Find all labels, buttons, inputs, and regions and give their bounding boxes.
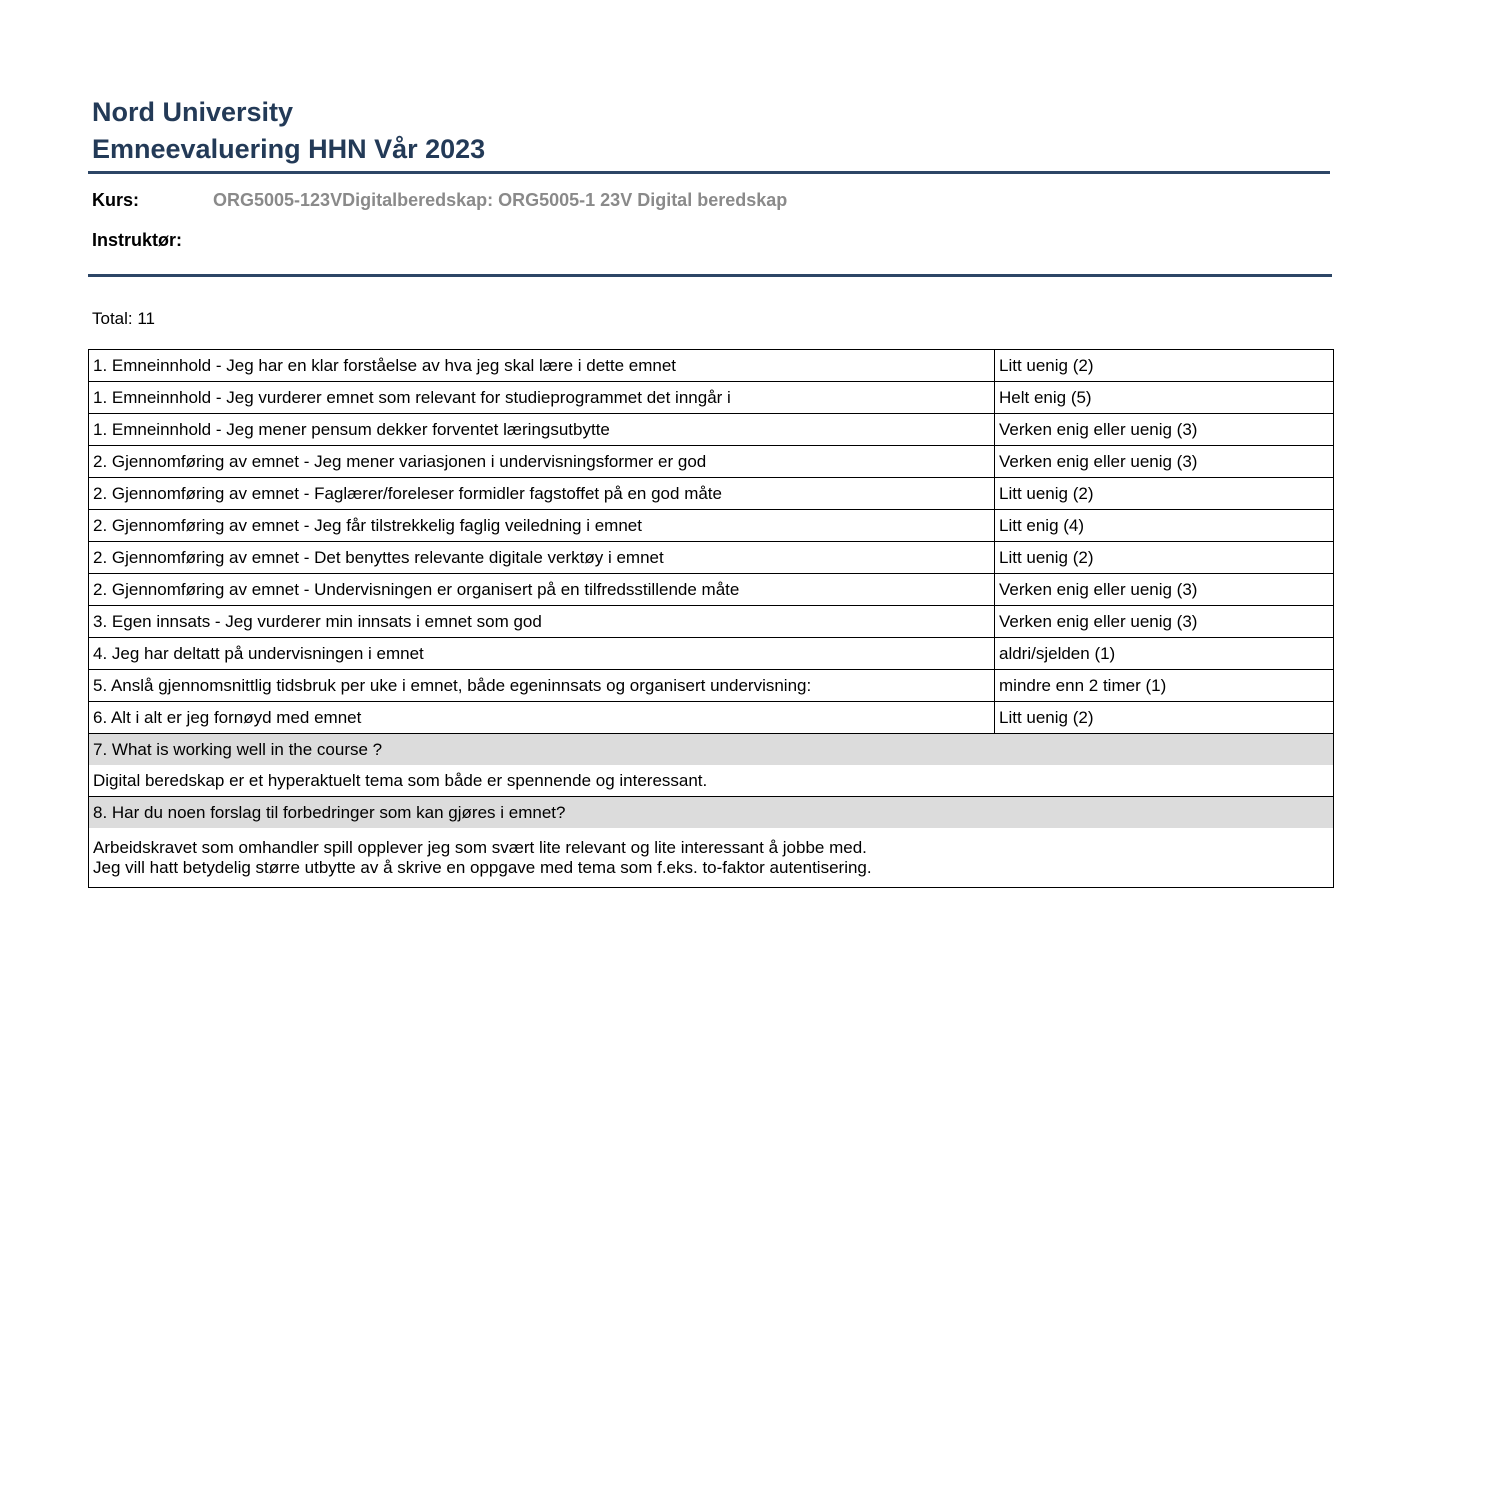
answer-cell: mindre enn 2 timer (1)	[995, 670, 1334, 702]
table-row	[89, 670, 1334, 702]
table-row	[89, 542, 1334, 574]
question-cell: 2. Gjennomføring av emnet - Jeg får tilstrekkelig faglig veiledning i emnet	[89, 510, 995, 542]
open-answer-cell	[89, 828, 1334, 888]
answer-cell: Litt uenig (2)	[995, 542, 1334, 574]
question-cell: 3. Egen innsats - Jeg vurderer min innsats i emnet som god	[89, 606, 995, 638]
question-cell: 6. Alt i alt er jeg fornøyd med emnet	[89, 702, 995, 734]
question-cell: 5. Anslå gjennomsnittlig tidsbruk per uke i emnet, både egeninnsats og organisert undervisning:	[89, 670, 995, 702]
question-cell: 2. Gjennomføring av emnet - Jeg mener variasjonen i undervisningsformer er god	[89, 446, 995, 478]
open-question-row	[89, 797, 1334, 829]
answer-cell: Verken enig eller uenig (3)	[995, 446, 1334, 478]
table-row	[89, 446, 1334, 478]
answer-line: Digital beredskap er et hyperaktuelt tema som både er spennende og interessant.	[93, 770, 708, 790]
table-row	[89, 478, 1334, 510]
answer-cell: Litt enig (4)	[995, 510, 1334, 542]
question-cell: 1. Emneinnhold - Jeg har en klar forståelse av hva jeg skal lære i dette emnet	[89, 350, 995, 382]
open-answer-cell	[89, 765, 1334, 797]
table-row	[89, 510, 1334, 542]
evaluation-table-body	[89, 350, 1334, 888]
evaluation-table	[88, 349, 1334, 888]
answer-cell: aldri/sjelden (1)	[995, 638, 1334, 670]
question-cell: 1. Emneinnhold - Jeg vurderer emnet som relevant for studieprogrammet det inngår i	[89, 382, 995, 414]
open-question-cell: 8. Har du noen forslag til forbedringer som kan gjøres i emnet?	[89, 797, 1334, 829]
answer-cell: Litt uenig (2)	[995, 478, 1334, 510]
university-name: Nord University	[92, 97, 294, 127]
evaluation-title: Emneevaluering HHN Vår 2023	[92, 134, 486, 164]
course-value: ORG5005-123VDigitalberedskap: ORG5005-1 23V Digital beredskap	[213, 190, 788, 210]
answer-cell: Verken enig eller uenig (3)	[995, 414, 1334, 446]
question-cell: 2. Gjennomføring av emnet - Undervisningen er organisert på en tilfredsstillende måte	[89, 574, 995, 606]
meta-divider	[88, 274, 1332, 277]
question-cell: 4. Jeg har deltatt på undervisningen i emnet	[89, 638, 995, 670]
table-row	[89, 574, 1334, 606]
open-answer-row	[89, 765, 1334, 797]
answer-cell: Litt uenig (2)	[995, 350, 1334, 382]
document-title	[92, 94, 485, 168]
open-question-row	[89, 734, 1334, 766]
table-row	[89, 350, 1334, 382]
question-cell: 2. Gjennomføring av emnet - Faglærer/foreleser formidler fagstoffet på en god måte	[89, 478, 995, 510]
question-cell: 1. Emneinnhold - Jeg mener pensum dekker forventet læringsutbytte	[89, 414, 995, 446]
open-question-cell: 7. What is working well in the course ?	[89, 734, 1334, 766]
answer-cell: Helt enig (5)	[995, 382, 1334, 414]
table-row	[89, 638, 1334, 670]
answer-line: Jeg vill hatt betydelig større utbytte av å skrive en oppgave med tema som f.eks. to-faktor autentisering.	[93, 857, 872, 877]
total-count: Total: 11	[92, 309, 156, 328]
open-answer-row	[89, 828, 1334, 888]
course-label: Kurs:	[92, 190, 140, 210]
answer-line: Arbeidskravet som omhandler spill opplever jeg som svært lite relevant og lite interessant å jobbe med.	[93, 837, 867, 857]
answer-cell: Verken enig eller uenig (3)	[995, 606, 1334, 638]
table-row	[89, 382, 1334, 414]
header-divider	[88, 171, 1330, 174]
question-cell: 2. Gjennomføring av emnet - Det benyttes relevante digitale verktøy i emnet	[89, 542, 995, 574]
table-row	[89, 702, 1334, 734]
answer-cell: Verken enig eller uenig (3)	[995, 574, 1334, 606]
table-row	[89, 606, 1334, 638]
table-row	[89, 414, 1334, 446]
answer-cell: Litt uenig (2)	[995, 702, 1334, 734]
instructor-label: Instruktør:	[92, 230, 182, 250]
